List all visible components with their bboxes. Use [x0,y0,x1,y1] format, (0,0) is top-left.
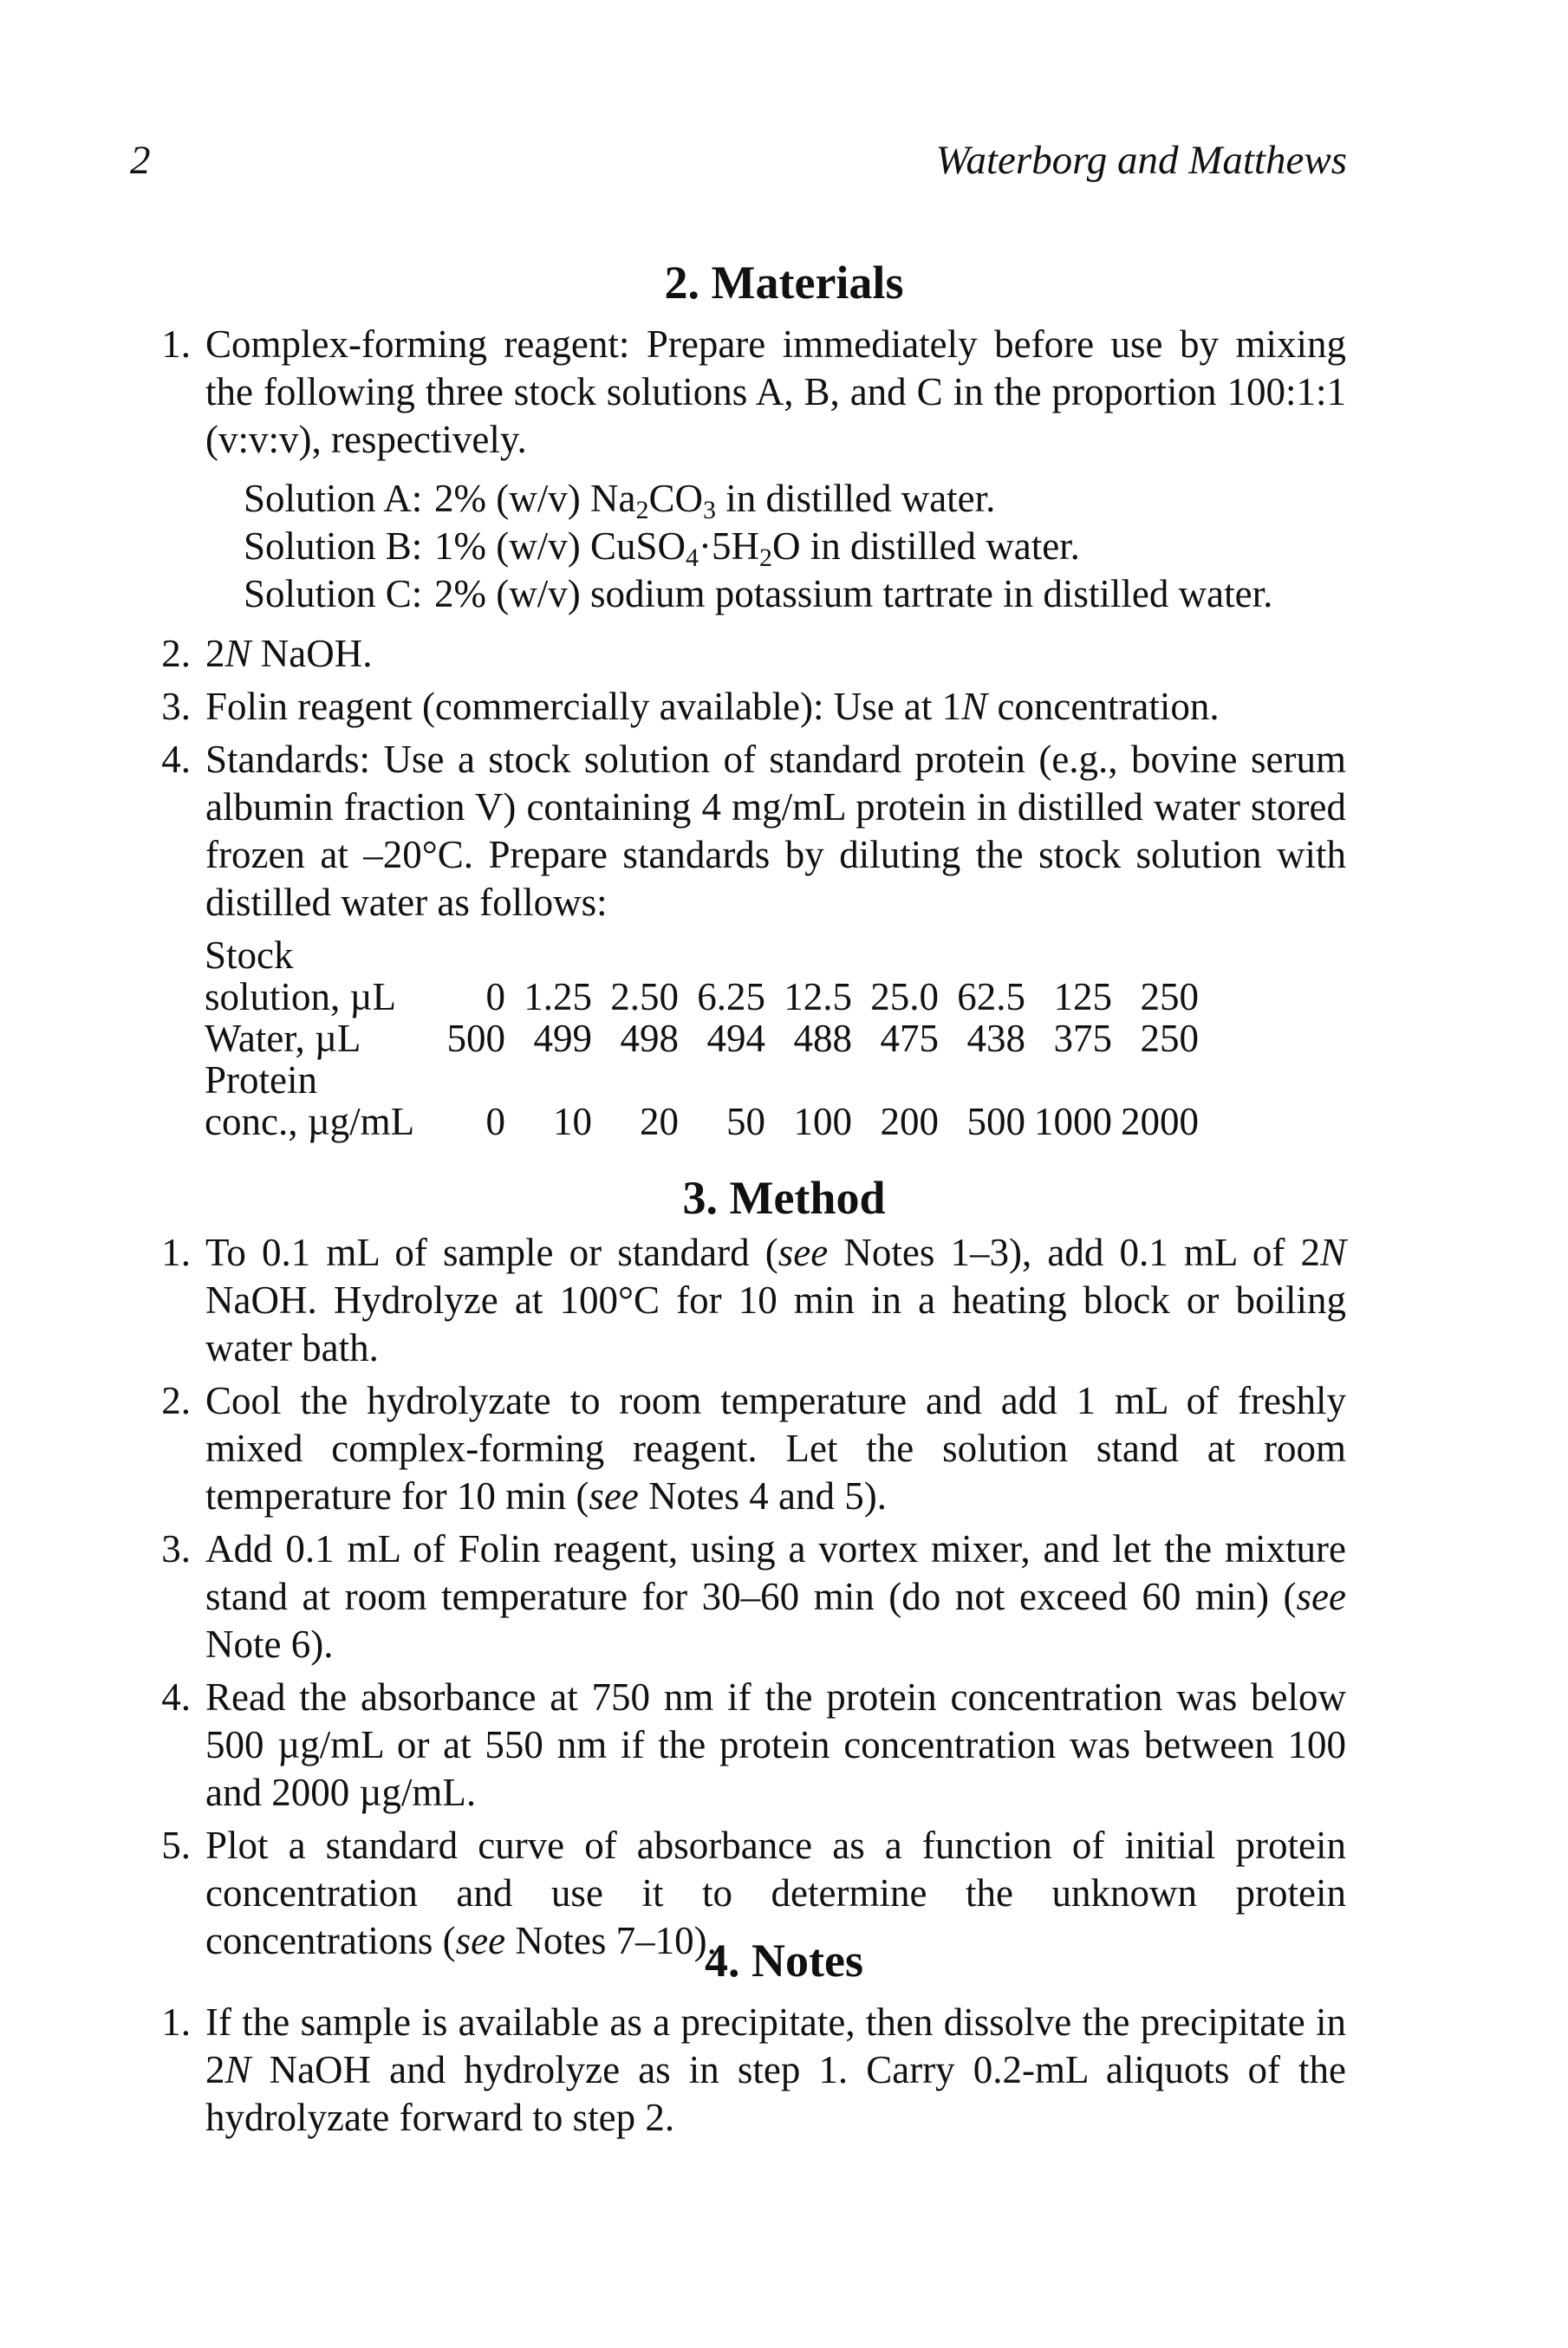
item-text: Complex-forming reagent: Prepare immediately before use by mixing the following three stock solutions A, B, and C in the proportion 100:1:1 (v:v:v), respectively. [205,322,1346,461]
table-cell: 25.0 [870,975,939,1018]
table-cell: 499 [533,1017,592,1060]
table-cell: 2000 [1121,1100,1199,1143]
method-item-4 [161,1674,1346,1817]
item-text: Folin reagent (commercially available): Use at 1N concentration. [205,685,1220,728]
table-cell: 488 [793,1017,852,1060]
table-cell: 20 [640,1100,679,1143]
table-cell: 100 [793,1100,852,1143]
row-label: solution, µL [205,975,396,1018]
materials-heading: 2. Materials [664,257,904,309]
method-heading: 3. Method [682,1172,886,1224]
table-cell: 475 [880,1017,939,1060]
solution-b [205,523,1346,570]
row-label: conc., µg/mL [205,1100,415,1143]
method-item-2 [161,1377,1346,1520]
table-cell: 1.25 [524,975,592,1018]
table-cell: 250 [1140,975,1199,1018]
item-number: 5. [161,1824,191,1867]
solution-label: Solution A: [244,477,423,520]
notes-section [161,1999,1346,2147]
item-number: 1. [161,1231,191,1274]
table-cell: 125 [1053,975,1112,1018]
table-cell: 2.50 [610,975,679,1018]
item-number: 4. [161,1675,191,1719]
table-row [205,1101,1199,1142]
solution-text: 2% (w/v) $Na_2CO_3$ in distilled water. [434,477,996,524]
method-item-1 [161,1229,1346,1372]
solution-c [205,570,1346,618]
table-cell: 10 [553,1100,592,1143]
item-text: If the sample is available as a precipitate, then dissolve the precipitate in 2N NaOH and hydrolyze as in step 1. Carry 0.2-mL aliquots of the hydrolyzate forward to step 2. [205,2000,1346,2139]
item-number: 3. [161,685,191,728]
item-text: Plot a standard curve of absorbance as a function of initial protein concentration and use it to determine the unknown protein concentrations (see Notes 7–10). [205,1824,1346,1962]
page-number: 2 [130,138,151,183]
solution-text: 1% (w/v) $CuSO_4\cdot 5H_2O$ in distilled water. [434,524,1080,572]
item-text: 2N NaOH. [205,632,373,675]
table-row [205,976,1199,1018]
materials-item-4 [161,736,1346,927]
table-row [205,934,1199,976]
solution-a [205,475,1346,523]
running-head [130,137,1347,189]
notes-item-1 [161,1999,1346,2142]
item-number: 3. [161,1527,191,1571]
item-number: 1. [161,322,191,366]
row-label: Protein [205,1058,317,1102]
solution-list [205,475,1346,618]
item-number: 1. [161,2000,191,2044]
item-text: Read the absorbance at 750 nm if the protein concentration was below 500 µg/mL or at 550 nm if the protein concentration was between 100 and 2000 µg/mL. [205,1675,1346,1814]
table-cell: 1000 [1034,1100,1112,1143]
materials-item-2 [161,630,1346,678]
table-cell: 250 [1140,1017,1199,1060]
table-cell: 498 [620,1017,679,1060]
item-number: 2. [161,1379,191,1422]
method-item-3 [161,1525,1346,1668]
materials-item-1 [161,321,1346,618]
table-cell: 200 [880,1100,939,1143]
materials-section [161,321,1346,932]
table-row [205,1059,1199,1101]
item-text: Standards: Use a stock solution of standard protein (e.g., bovine serum albumin fraction V) containing 4 mg/mL protein in distilled water stored frozen at –20°C. Prepare standards by diluting the stock solution with distilled water as follows: [205,738,1346,924]
solution-text: 2% (w/v) sodium potassium tartrate in distilled water. [434,572,1273,615]
row-label: Stock [205,933,294,977]
solution-label: Solution C: [244,572,423,615]
solution-label: Solution B: [244,524,423,568]
notes-heading: 4. Notes [705,1935,863,1987]
standards-table [205,934,1199,1142]
table-cell: 0 [485,1100,505,1143]
item-number: 2. [161,632,191,675]
table-cell: 438 [966,1017,1025,1060]
table-cell: 50 [726,1100,765,1143]
table-cell: 500 [446,1017,505,1060]
table-row [205,1018,1199,1059]
table-cell: 375 [1053,1017,1112,1060]
item-text: Cool the hydrolyzate to room temperature and add 1 mL of freshly mixed complex-forming reagent. Let the solution stand at room temperature for 10 min (see Notes 4 and 5). [205,1379,1346,1518]
table-cell: 6.25 [697,975,765,1018]
table-cell: 494 [706,1017,765,1060]
materials-item-3 [161,683,1346,731]
row-label: Water, µL [205,1017,361,1060]
table-cell: 500 [966,1100,1025,1143]
item-text: To 0.1 mL of sample or standard (see Notes 1–3), add 0.1 mL of 2N NaOH. Hydrolyze at 100°C for 10 min in a heating block or boiling water bath. [205,1231,1346,1369]
method-section [161,1229,1346,1970]
table-cell: 0 [485,975,505,1018]
table-cell: 62.5 [957,975,1025,1018]
item-text: Add 0.1 mL of Folin reagent, using a vortex mixer, and let the mixture stand at room temperature for 30–60 min (do not exceed 60 min) (see Note 6). [205,1527,1346,1666]
table-cell: 12.5 [784,975,852,1018]
item-number: 4. [161,738,191,781]
running-title: Waterborg and Matthews [935,138,1347,183]
